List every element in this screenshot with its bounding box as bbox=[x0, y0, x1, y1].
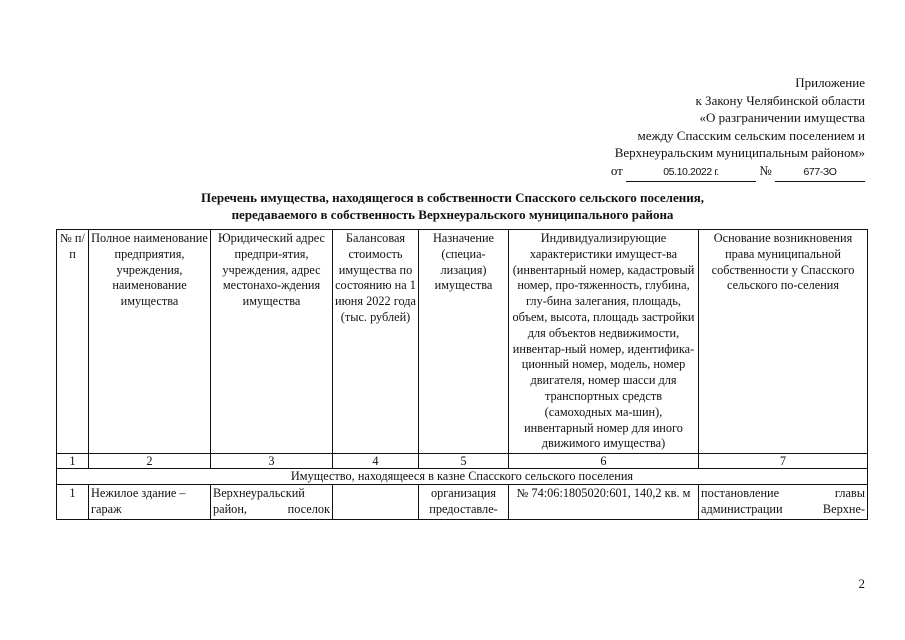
appendix-signature-line bbox=[445, 162, 865, 183]
section-row bbox=[57, 469, 868, 485]
column-number: 6 bbox=[509, 454, 699, 469]
header-cell-value: Балансовая стоимость имущества по состоянию на 1 июня 2022 года (тыс. рублей) bbox=[333, 230, 419, 454]
document-title bbox=[0, 189, 905, 223]
law-number: 677-ЗО bbox=[775, 164, 865, 183]
number-label: № bbox=[759, 162, 772, 178]
column-number: 5 bbox=[419, 454, 509, 469]
appendix-line: Верхнеуральским муниципальным районом» bbox=[614, 145, 865, 160]
row-number: 1 bbox=[57, 485, 89, 520]
column-number: 7 bbox=[699, 454, 868, 469]
row-characteristics: № 74:06:1805020:601, 140,2 кв. м bbox=[509, 485, 699, 520]
row-address: Верхнеуральский район, поселок bbox=[211, 485, 333, 520]
law-date: 05.10.2022 г. bbox=[626, 164, 756, 183]
header-row bbox=[57, 230, 868, 454]
row-basis: постановление главы администрации Верхне- bbox=[699, 485, 868, 520]
row-purpose: организация предоставле- bbox=[419, 485, 509, 520]
column-number-row bbox=[57, 454, 868, 469]
from-label: от bbox=[610, 162, 623, 178]
appendix-line: между Спасским сельским поселением и bbox=[637, 127, 865, 143]
header-cell-purpose: Назначение (специа-лизация) имущества bbox=[419, 230, 509, 454]
header-cell-name: Полное наименование предприятия, учреждения, наименование имущества bbox=[89, 230, 211, 454]
column-number: 1 bbox=[57, 454, 89, 469]
header-cell-basis: Основание возникновения права муниципальной собственности у Спасского сельского по-селения bbox=[699, 230, 868, 454]
property-table bbox=[56, 229, 868, 520]
title-line-2: передаваемого в собственность Верхнеуральского муниципального района bbox=[231, 207, 674, 222]
column-number: 2 bbox=[89, 454, 211, 469]
section-title: Имущество, находящееся в казне Спасского сельского поселения bbox=[57, 469, 868, 485]
appendix-line: к Закону Челябинской области bbox=[695, 92, 865, 108]
column-number: 4 bbox=[333, 454, 419, 469]
table-row bbox=[57, 485, 868, 520]
row-name: Нежилое здание – гараж bbox=[89, 485, 211, 520]
appendix-block bbox=[445, 74, 865, 182]
header-cell-characteristics: Индивидуализирующие характеристики имущест-ва (инвентарный номер, кадастровый номер, про-тяженность, глубина, глу-бина залегания, площадь, объем, высота, площадь застройки для объектов недвижимости, инвентар-ный номер, идентифика-ционный номер, модель, номер двигателя, номер шасси для транспортных средств (самоходных ма-шин), инвентарный номер для иного движимого имущества) bbox=[509, 230, 699, 454]
appendix-line: Приложение bbox=[795, 75, 865, 90]
title-line-1: Перечень имущества, находящегося в собственности Спасского сельского поселения, bbox=[200, 190, 705, 205]
appendix-line: «О разграничении имущества bbox=[699, 110, 865, 125]
header-cell-number: № п/п bbox=[57, 230, 89, 454]
column-number: 3 bbox=[211, 454, 333, 469]
header-cell-address: Юридический адрес предпри-ятия, учреждения, адрес местонахо-ждения имущества bbox=[211, 230, 333, 454]
row-value bbox=[333, 485, 419, 520]
page-number: 2 bbox=[858, 576, 865, 591]
